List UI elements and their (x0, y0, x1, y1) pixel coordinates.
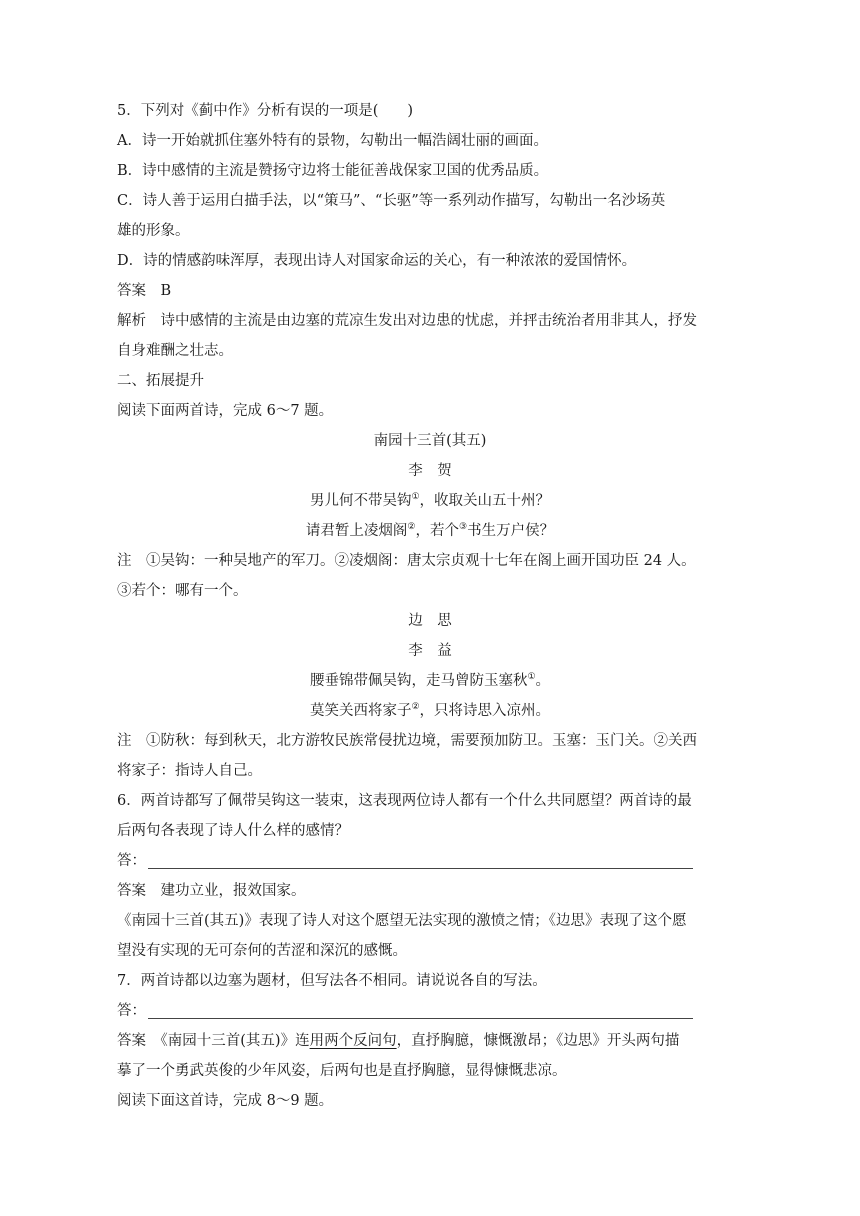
poem2-line2: 莫笑关西将家子②，只将诗思入凉州。 (309, 702, 551, 719)
poem2-note-line1: 注 ①防秋：每到秋天，北方游牧民族常侵扰边境，需要预加防卫。玉塞：玉门关。②关西 (117, 733, 697, 749)
q6-answer-line2: 《南园十三首(其五)》表现了诗人对这个愿望无法实现的激愤之情；《边思》表现了这个愿 (117, 913, 687, 929)
q5-option-a: A．诗一开始就抓住塞外特有的景物，勾勒出一幅浩阔壮丽的画面。 (117, 133, 548, 149)
document-page (117, 96, 743, 1116)
q5-stem: 5．下列对《蓟中作》分析有误的一项是( ) (117, 103, 414, 119)
poem1-line2: 请君暂上凌烟阁②，若个③书生万户侯？ (305, 522, 555, 539)
q7-answer-blank[interactable] (148, 1018, 693, 1019)
q6-answer-line3: 望没有实现的无可奈何的苦涩和深沉的感慨。 (117, 943, 407, 959)
q7-answer-blank-row: 答： (117, 996, 743, 1026)
q5-answer: 答案 B (117, 283, 172, 299)
q6-stem-line1: 6．两首诗都写了佩带吴钩这一装束，这表现两位诗人都有一个什么共同愿望？两首诗的最 (117, 793, 692, 809)
poem1-title: 南园十三首(其五) (373, 433, 487, 449)
underlined-phrase: 用两个反问句 (309, 1033, 397, 1049)
poem1-author: 李 贺 (408, 463, 452, 479)
instruction-8-9: 阅读下面这首诗，完成 8～9 题。 (117, 1093, 334, 1109)
q5-analysis-line1: 解析 诗中感情的主流是由边塞的荒凉生发出对边患的忧虑，并抨击统治者用非其人，抒发 (117, 313, 697, 329)
q6-answer-blank[interactable] (148, 868, 693, 869)
poem1-note-line2: ③若个：哪有一个。 (117, 583, 248, 599)
q5-option-c-line2: 雄的形象。 (117, 223, 190, 239)
section-heading: 二、拓展提升 (117, 373, 204, 389)
q5-option-b: B．诗中感情的主流是赞扬守边将士能征善战保家卫国的优秀品质。 (117, 163, 549, 179)
poem1-note-line1: 注 ①吴钩：一种吴地产的军刀。②凌烟阁：唐太宗贞观十七年在阁上画开国功臣 24 人。 (117, 553, 696, 569)
q5-analysis-line2: 自身难酬之壮志。 (117, 343, 233, 359)
poem1-line1: 男儿何不带吴钩①，收取关山五十州？ (309, 492, 551, 509)
poem2-line1: 腰垂锦带佩吴钩，走马曾防玉塞秋①。 (309, 672, 551, 689)
q5-option-d: D．诗的情感韵味浑厚，表现出诗人对国家命运的关心，有一种浓浓的爱国情怀。 (117, 253, 637, 269)
q7-answer-line1: 答案 《南园十三首(其五)》连用两个反问句，直抒胸臆，慷慨激昂；《边思》开头两句描 (117, 1033, 680, 1049)
q6-answer-line1: 答案 建功立业，报效国家。 (117, 883, 306, 899)
poem2-note-line2: 将家子：指诗人自己。 (117, 763, 262, 779)
instruction-6-7: 阅读下面两首诗，完成 6～7 题。 (117, 403, 334, 419)
q7-stem: 7．两首诗都以边塞为题材，但写法各不相同。请说说各自的写法。 (117, 973, 547, 989)
poem2-title: 边 思 (408, 613, 452, 629)
q5-option-c-line1: C．诗人善于运用白描手法，以“策马”、“长驱”等一系列动作描写，勾勒出一名沙场英 (117, 193, 666, 209)
poem2-author: 李 益 (408, 643, 452, 659)
q6-stem-line2: 后两句各表现了诗人什么样的感情？ (117, 823, 349, 839)
q7-answer-line2: 摹了一个勇武英俊的少年风姿，后两句也是直抒胸臆，显得慷慨悲凉。 (117, 1063, 567, 1079)
q6-answer-blank-row: 答： (117, 846, 743, 876)
